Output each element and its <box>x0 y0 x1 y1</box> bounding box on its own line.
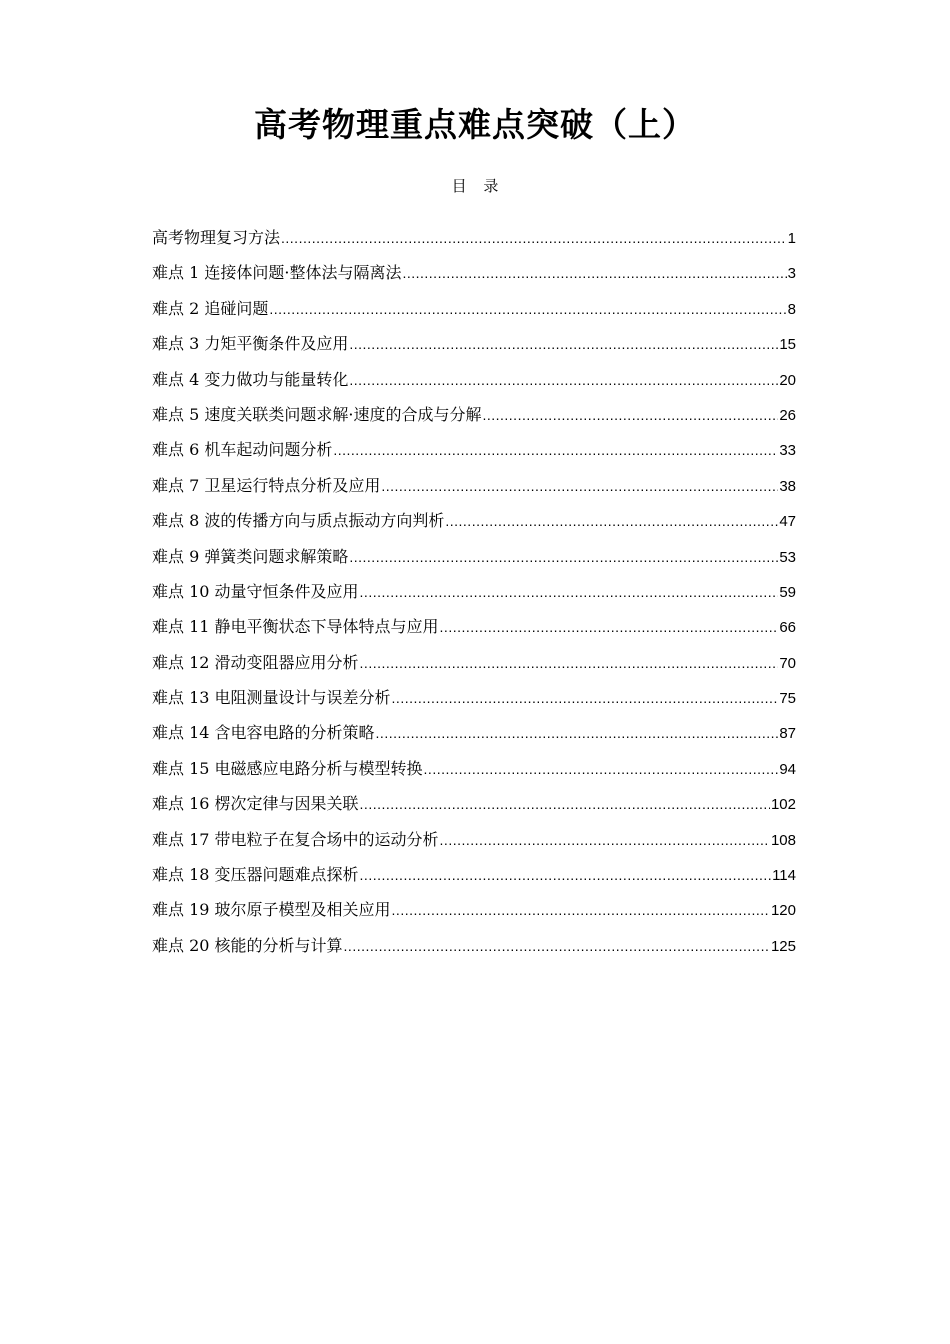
toc-entry[interactable] <box>152 715 796 750</box>
toc-entry-title: 难点 11 静电平衡状态下导体特点与应用 <box>152 617 439 637</box>
toc-entry-page: 120 <box>770 902 796 920</box>
toc-entry-title: 难点 2 追碰问题 <box>152 298 269 318</box>
toc-entry-title: 难点 13 电阻测量设计与误差分析 <box>152 688 391 708</box>
toc-entry[interactable] <box>152 220 796 255</box>
toc-leader-dots <box>381 469 778 504</box>
toc-entry[interactable] <box>152 822 796 857</box>
toc-entry-title: 难点 1 连接体问题·整体法与隔离法 <box>152 263 402 283</box>
toc-entry-page: 38 <box>779 477 796 495</box>
toc-entry[interactable] <box>152 255 796 290</box>
toc-leader-dots <box>344 929 770 964</box>
toc-entry-page: 47 <box>779 513 796 531</box>
toc-leader-dots <box>392 681 779 716</box>
toc-entry-title: 难点 6 机车起动问题分析 <box>152 440 333 460</box>
toc-leader-dots <box>360 858 772 893</box>
toc-leader-dots <box>376 716 779 751</box>
toc-leader-dots <box>392 893 770 928</box>
toc-entry[interactable] <box>152 928 796 963</box>
toc-leader-dots <box>445 504 778 539</box>
toc-entry-title: 难点 14 含电容电路的分析策略 <box>152 723 375 743</box>
toc-entry-page: 26 <box>779 406 796 424</box>
toc-entry-title: 难点 17 带电粒子在复合场中的运动分析 <box>152 829 439 849</box>
document-title: 高考物理重点难点突破（上） <box>254 105 696 144</box>
toc-entry[interactable] <box>152 432 796 467</box>
toc-entry[interactable] <box>152 574 796 609</box>
toc-entry-page: 70 <box>779 654 796 672</box>
toc-leader-dots <box>440 823 770 858</box>
toc-entry[interactable] <box>152 751 796 786</box>
toc-entry-page: 1 <box>787 230 796 247</box>
toc-entry[interactable] <box>152 539 796 574</box>
toc-entry-page: 114 <box>772 867 796 885</box>
toc-entry-page: 15 <box>779 336 796 354</box>
toc-entry[interactable] <box>152 291 796 326</box>
toc-leader-dots <box>360 575 779 610</box>
toc-entry-page: 102 <box>770 796 796 814</box>
toc-entry[interactable] <box>152 503 796 538</box>
toc-leader-dots <box>349 363 778 398</box>
toc-leader-dots <box>424 752 779 787</box>
toc-leader-dots <box>482 398 778 433</box>
toc-entry-page: 33 <box>779 442 796 460</box>
toc-entry-page: 108 <box>770 831 796 849</box>
toc-leader-dots <box>333 433 778 468</box>
toc-entry-title: 难点 20 核能的分析与计算 <box>152 935 343 955</box>
toc-entry-page: 75 <box>779 690 796 708</box>
table-of-contents <box>152 220 796 963</box>
toc-entry-page: 3 <box>787 265 796 283</box>
toc-entry[interactable] <box>152 680 796 715</box>
toc-leader-dots <box>349 327 778 362</box>
toc-entry-title: 难点 12 滑动变阻器应用分析 <box>152 652 359 672</box>
toc-entry-title: 难点 18 变压器问题难点探析 <box>152 865 359 885</box>
toc-leader-dots <box>360 787 770 822</box>
toc-entry-title: 难点 9 弹簧类问题求解策略 <box>152 546 349 566</box>
toc-entry[interactable] <box>152 397 796 432</box>
toc-entry-page: 20 <box>779 371 796 389</box>
toc-entry[interactable] <box>152 468 796 503</box>
toc-entry-title: 高考物理复习方法 <box>152 228 281 247</box>
toc-entry-title: 难点 8 波的传播方向与质点振动方向判析 <box>152 511 445 531</box>
toc-entry-title: 难点 16 楞次定律与因果关联 <box>152 794 359 814</box>
toc-entry-title: 难点 5 速度关联类问题求解·速度的合成与分解 <box>152 404 482 424</box>
toc-leader-dots <box>402 256 786 291</box>
toc-leader-dots <box>440 610 779 645</box>
toc-heading: 目 录 <box>451 177 505 195</box>
toc-entry-page: 53 <box>779 548 796 566</box>
toc-entry-page: 87 <box>779 725 796 743</box>
toc-entry-page: 94 <box>779 760 796 778</box>
toc-entry[interactable] <box>152 786 796 821</box>
toc-entry[interactable] <box>152 857 796 892</box>
toc-entry[interactable] <box>152 892 796 927</box>
toc-entry[interactable] <box>152 362 796 397</box>
toc-entry-title: 难点 10 动量守恒条件及应用 <box>152 581 359 601</box>
toc-entry-page: 8 <box>787 300 796 318</box>
toc-entry[interactable] <box>152 609 796 644</box>
toc-entry-title: 难点 7 卫星运行特点分析及应用 <box>152 475 381 495</box>
toc-entry-page: 125 <box>770 937 796 955</box>
toc-entry-title: 难点 4 变力做功与能量转化 <box>152 369 349 389</box>
toc-entry-title: 难点 15 电磁感应电路分析与模型转换 <box>152 758 423 778</box>
toc-entry-title: 难点 19 玻尔原子模型及相关应用 <box>152 900 391 920</box>
toc-leader-dots <box>269 292 786 327</box>
toc-entry-page: 66 <box>779 619 796 637</box>
toc-entry[interactable] <box>152 326 796 361</box>
toc-leader-dots <box>360 646 779 681</box>
toc-entry[interactable] <box>152 645 796 680</box>
toc-entry-page: 59 <box>779 583 796 601</box>
toc-entry-title: 难点 3 力矩平衡条件及应用 <box>152 334 349 354</box>
toc-leader-dots <box>281 221 787 256</box>
toc-leader-dots <box>349 540 778 575</box>
